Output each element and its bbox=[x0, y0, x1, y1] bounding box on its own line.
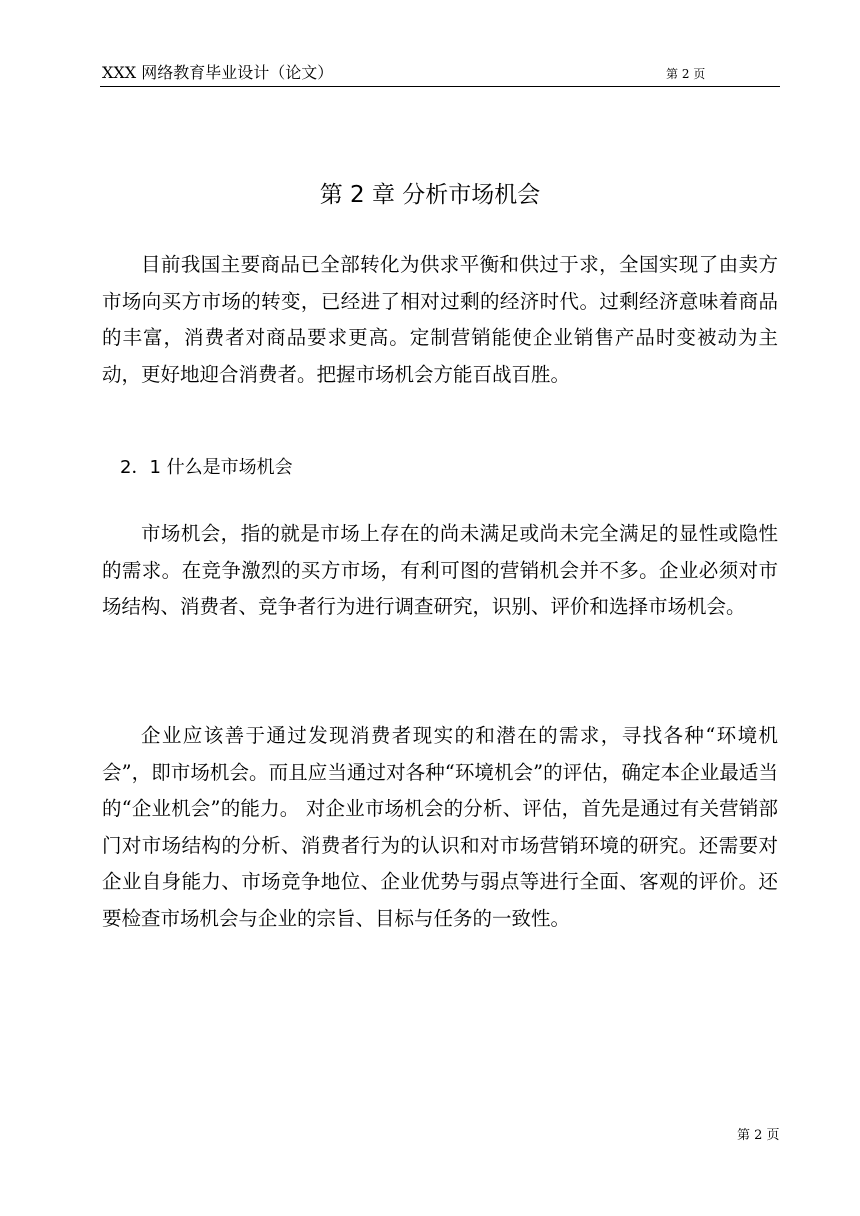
chapter-title: 第 2 章 分析市场机会 bbox=[319, 182, 541, 208]
section-paragraph: 企业应该善于通过发现消费者现实的和潜在的需求，寻找各种“环境机会”，即市场机会。而且应当通过对各种“环境机会”的评估，确定本企业最适当的“企业机会”的能力。 对企业市场机会的分析、评估，首先是通过有关营销部门对市场结构的分析、消费者行为的认识和对市场营销环境的研究。还需要对企业自身能力、市场竞争地位、企业优势与弱点等进行全面、客观的评价。还要检查市场机会与企业的宗旨、目标与任务的一致性。 bbox=[102, 724, 778, 930]
section-paragraph: 市场机会，指的就是市场上存在的尚未满足或尚未完全满足的显性或隐性的需求。在竞争激烈的买方市场，有利可图的营销机会并不多。企业必须对市场结构、消费者、竞争者行为进行调查研究，识别、评价和选择市场机会。 bbox=[102, 522, 778, 618]
page-header bbox=[100, 62, 780, 87]
footer-page-number: 第 2 页 bbox=[737, 1128, 780, 1143]
section-heading: 2．1 什么是市场机会 bbox=[120, 457, 293, 478]
intro-paragraph: 目前我国主要商品已全部转化为供求平衡和供过于求，全国实现了由卖方市场向买方市场的转变，已经进了相对过剩的经济时代。过剩经济意味着商品的丰富，消费者对商品要求更高。定制营销能使企业销售产品时变被动为主动，更好地迎合消费者。把握市场机会方能百战百胜。 bbox=[102, 253, 778, 386]
header-page-number: 第 2 页 bbox=[666, 67, 706, 81]
header-title: XXX 网络教育毕业设计（论文） bbox=[102, 63, 334, 82]
